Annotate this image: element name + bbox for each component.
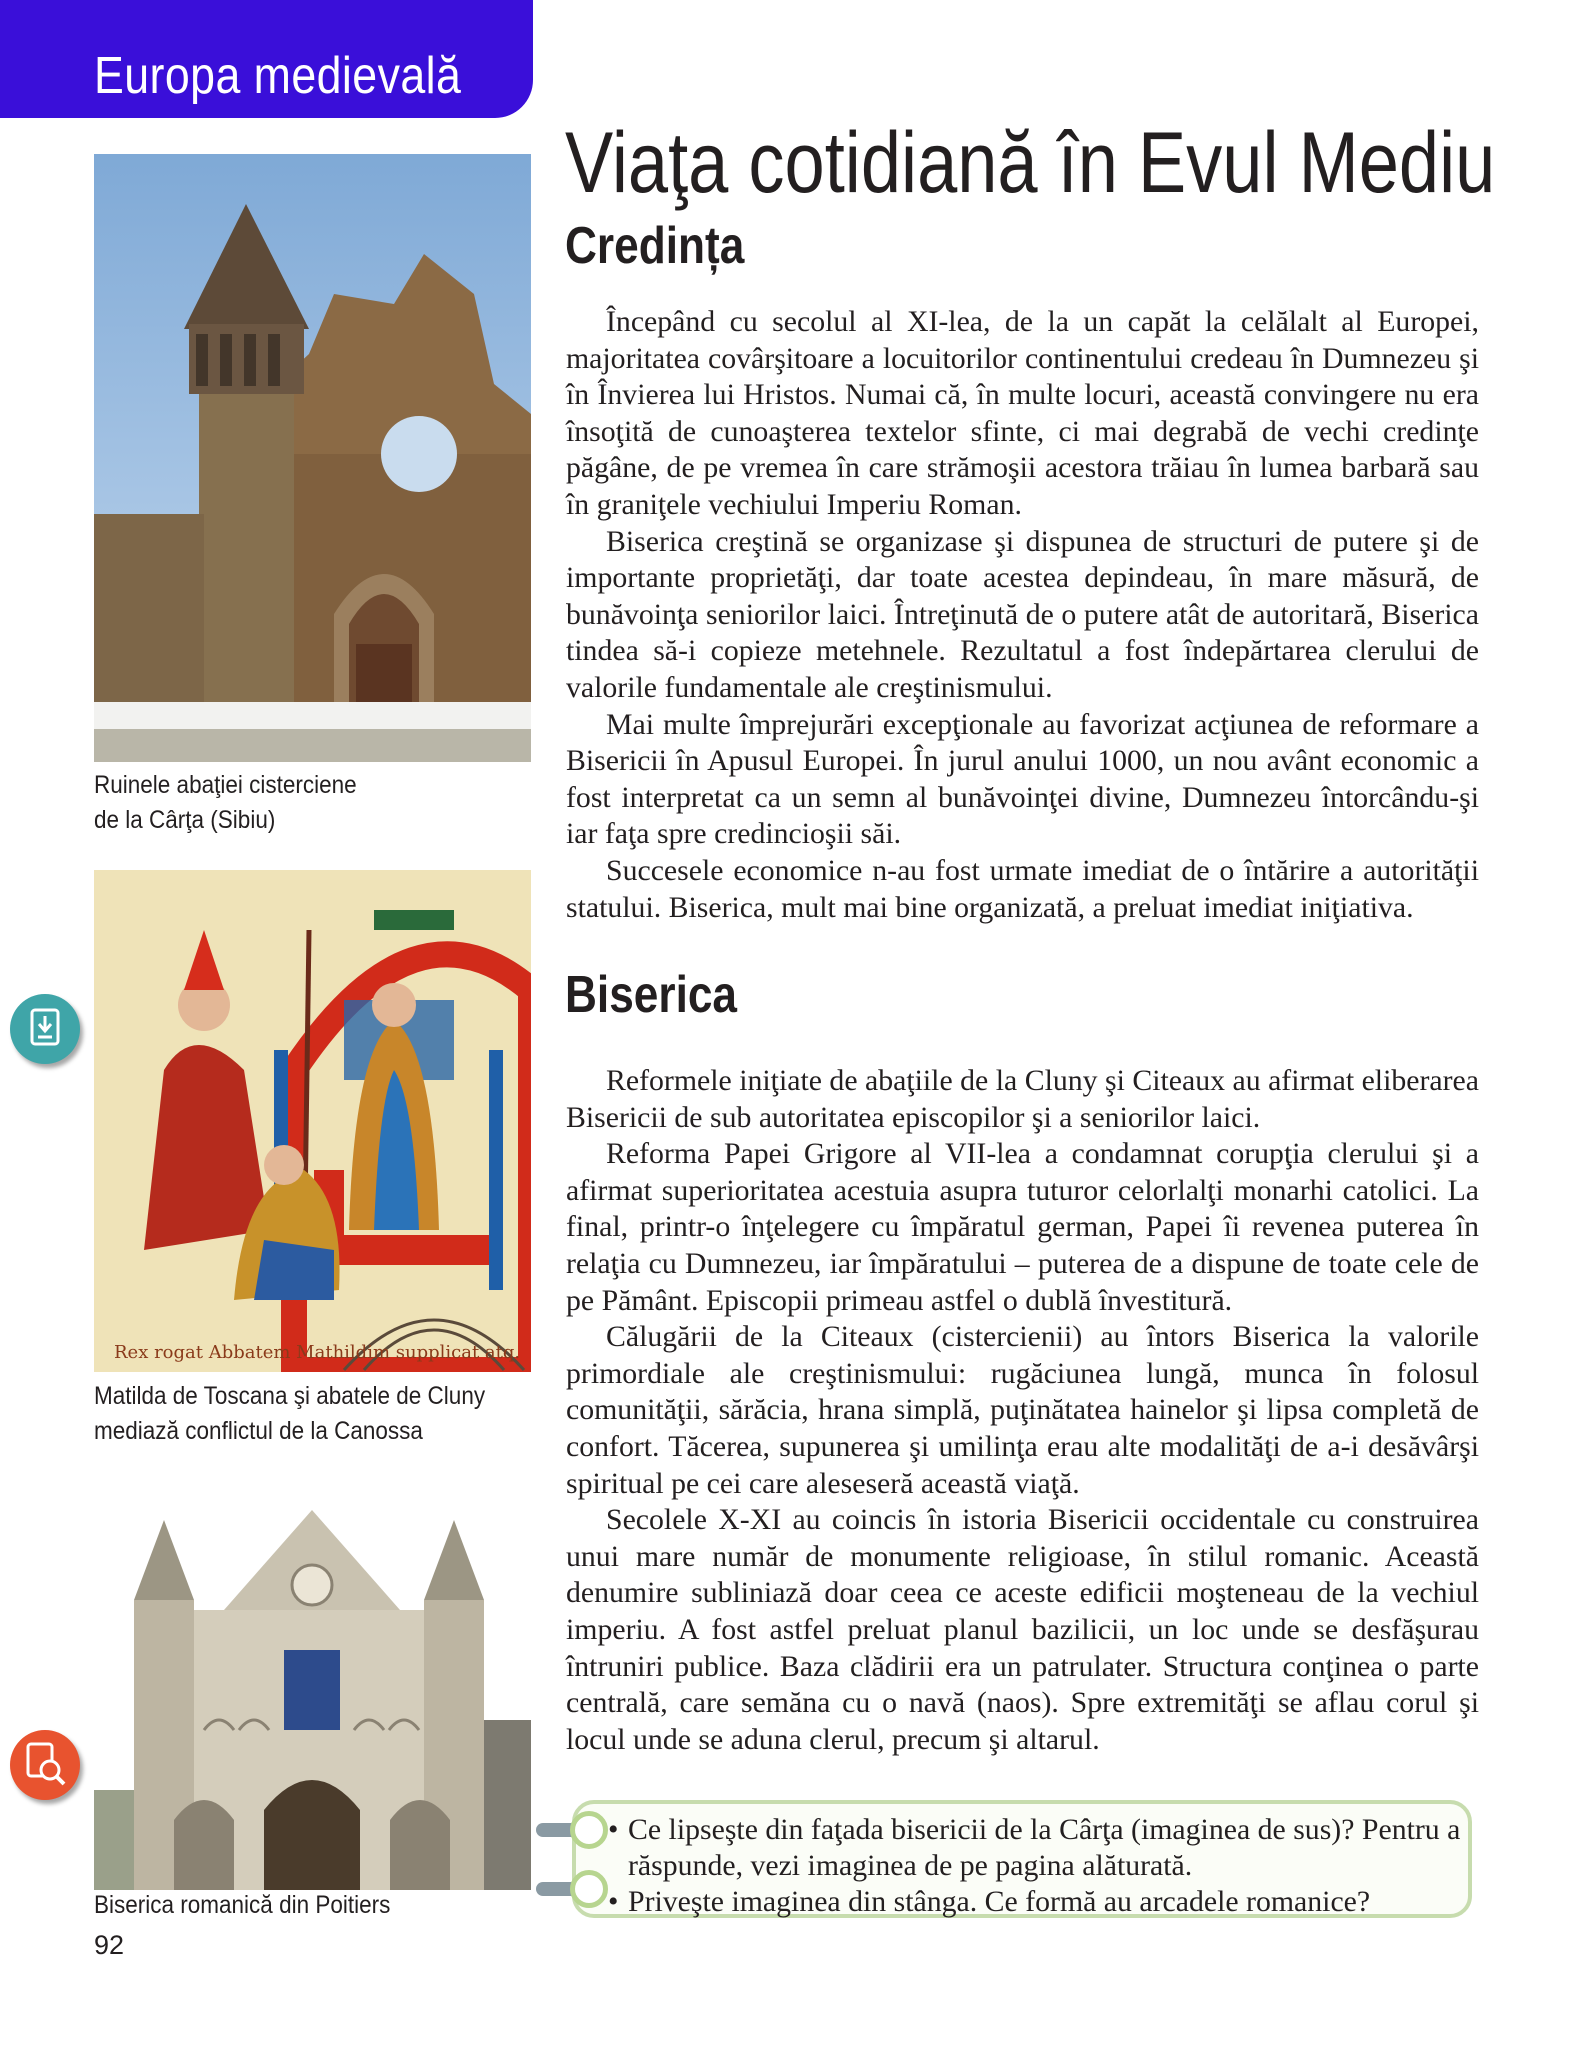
caption-poitiers <box>94 1888 390 1923</box>
caption-canossa <box>94 1379 485 1449</box>
section-heading-biserica: Biserica <box>565 966 738 1024</box>
question-item: • Ce lipseşte din faţada bisericii de la Cârţa (imaginea de sus)? Pentru a răspunde, vezi imaginea de pe pagina alăturată. <box>628 1812 1468 1884</box>
caption-line: Ruinele abaţiei cisterciene <box>94 771 357 799</box>
caption-line: Matilda de Toscana şi abatele de Cluny <box>94 1382 486 1410</box>
paragraph: Secolele X-XI au coincis în istoria Bisericii occidentale cu construirea unui mare număr de monumente religioase, în stilul romanic. Această denumire subliniază doar ceea ce aceste edificii moşteneau de la vechiul imperiu. A fost astfel preluat planul bazilicii, un loc unde se desfăşurau întruniri publice. Baza clădirii era un patrulater. Structura conţinea o parte centrală, care semăna cu o navă (naos). Spre extremităţi se aflau corul şi locul unde se aduna clerul, precum şi altarul. <box>566 1503 1479 1756</box>
binder-ring-icon <box>570 1811 608 1849</box>
caption-line: de la Cârţa (Sibiu) <box>94 806 276 834</box>
paragraph: Reforma Papei Grigore al VII-lea a condamnat corupţia clerului şi a afirmat superioritatea acestuia asupra tuturor celorlalţi monarhi catolici. La final, printr-o înţelegere cu împăratul german, Papei îi revenea puterea în relaţia cu Dumnezeu, iar împăratului – puterea de a dispune de toate cele de pe Pământ. Episcopii primeau astfel o dublă învestitură. <box>566 1137 1479 1317</box>
canossa-miniature-image <box>94 870 531 1372</box>
paragraph: Reformele iniţiate de abaţiile de la Cluny şi Citeaux au afirmat eliberarea Bisericii de sub autoritatea episcopilor şi a seniorilor laici. <box>566 1064 1479 1134</box>
paragraph: Călugării de la Citeaux (cistercienii) au întors Biserica la valorile primordiale ale creştinismului: rugăciunea lungă, munca în folosul comunităţii, sărăcia, hrana simplă, puţinătatea hainelor şi lipsa completă de confort. Tăcerea, supunerea şi umilinţa erau alte modalităţi de a-i desăvârşi spiritual pe cei care aleseseră această viaţă. <box>566 1320 1479 1500</box>
section-tab-label: Europa medievală <box>94 47 462 105</box>
carta-abbey-photo <box>94 154 531 762</box>
caption-line: mediază conflictul de la Canossa <box>94 1417 423 1445</box>
magnifier-document-icon[interactable] <box>10 1730 80 1800</box>
paragraph: Succesele economice n-au fost urmate imediat de o întărire a autorităţii statului. Biserica, mult mai bine organizată, a preluat imediat iniţiativa. <box>566 853 1479 924</box>
section1-body <box>566 304 1479 926</box>
binder-ring-icon <box>570 1870 608 1908</box>
paragraph: Începând cu secolul al XI-lea, de la un capăt la celălalt al Europei, majoritatea covârşitoare a locuitorilor continentului credeau în Dumnezeu şi în Învierea lui Hristos. Numai că, în multe locuri, această convingere nu era însoţită de cunoaşterea textelor sfinte, ci mai degrabă de vechi credinţe păgâne, de pe vremea în care strămoşii acestora trăiau în lumea barbară sau în graniţele vechiului Imperiu Roman. <box>566 305 1479 521</box>
question-item: • Priveşte imaginea din stânga. Ce formă au arcadele romanice? <box>628 1884 1468 1920</box>
caption-carta <box>94 768 357 838</box>
poitiers-church-photo <box>94 1490 531 1890</box>
caption-line: Biserica romanică din Poitiers <box>94 1891 391 1919</box>
miniature-inscription: Rex rogat Abbatem Mathildim supplicat atq. <box>114 1342 521 1363</box>
section-tab <box>0 0 533 118</box>
page-number: 92 <box>94 1930 125 1960</box>
document-download-icon[interactable] <box>10 994 80 1064</box>
section2-body <box>566 1063 1479 1758</box>
paragraph: Biserica creştină se organizase şi dispunea de structuri de putere şi de importante proprietăţi, dar toate acestea depindeau, în mare măsură, de bunăvoinţa seniorilor laici. Întreţinută de o putere atât de autoritară, Biserica tindea să-i copieze metehnele. Rezultatul a fost îndepărtarea clerului de valorile fundamentale ale creştinismului. <box>566 524 1479 704</box>
page-title: Viaţa cotidiană în Evul Mediu <box>565 115 1496 211</box>
questions-box <box>572 1800 1472 1918</box>
section-heading-credinta: Credința <box>565 217 745 275</box>
paragraph: Mai multe împrejurări excepţionale au favorizat acţiunea de reformare a Bisericii în Apusul Europei. În jurul anului 1000, un nou avânt economic a fost interpretat ca un semn al bunăvoinţei divine, Dumnezeu întorcându-şi iar faţa spre credincioşii săi. <box>566 707 1479 851</box>
